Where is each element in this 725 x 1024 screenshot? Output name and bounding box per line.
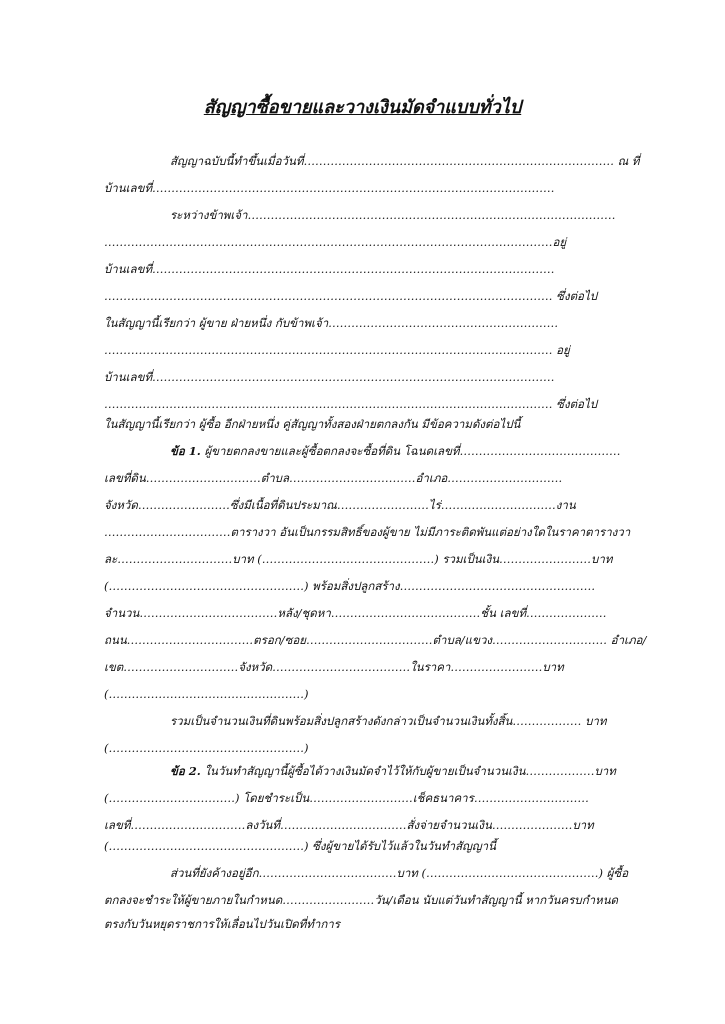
clause-1-first-line (170, 443, 656, 459)
contract-date-line: สัญญาฉบับนี้ทำขึ้นเมื่อวันที่……………………………………………………………………… ณ ที่ (170, 154, 640, 168)
buyer-address-line: บ้านเลขที่…………………………………………………………………………………………… (104, 370, 555, 384)
clause-2-line: ตกลงจะชำระให้ผู้ขายภายในกำหนด……………………วัน/เดือน นับแต่วันทำสัญญานี้ หากวันครบกำหนด (104, 893, 619, 907)
seller-address-cont-line: ……………………………………………………………………………………………………… ซึ่งต่อไป (104, 289, 598, 303)
clause-1-text: ผู้ขายตกลงขายและผู้ซื้อตกลงจะซื้อที่ดิน โฉนดเลขที่…………………………………… (204, 444, 621, 458)
clause-2-first-line (170, 763, 656, 779)
buyer-name-cont-line: ……………………………………………………………………………………………………… อยู่ (104, 343, 570, 357)
clause-2-line: (……………………………) โดยชำระเป็น………………………เช็คธนาคาร………………………… (104, 791, 589, 805)
clause-2-line: ตรงกับวันหยุดราชการให้เลื่อนไปวันเปิดที่ทำการ (104, 917, 340, 931)
seller-address-line: บ้านเลขที่…………………………………………………………………………………………… (104, 262, 555, 276)
clause-1-line: เขต…………………………จังหวัด………………………………ในราคา……………………บาท (104, 660, 564, 674)
clause-1-line: (……………………………………………) พร้อมสิ่งปลูกสร้าง…………………………………………… (104, 579, 596, 593)
clause-2-line: (……………………………………………) ซึ่งผู้ขายได้รับไว้แล้วในวันทำสัญญานี้ (104, 839, 496, 853)
clause-2-remaining-line: ส่วนที่ยังค้างอยู่อีก………………………………บาท (………………………………………) ผู้ซื้อ (170, 866, 629, 880)
clause-1-line: ละ…………………………บาท (………………………………………) รวมเป็นเงิน……………………บาท (104, 552, 613, 566)
buyer-address-cont-line: ……………………………………………………………………………………………………… ซึ่งต่อไป (104, 397, 598, 411)
clause-1-line: จำนวน………………………………หลัง/ชุดหา…………………………………ชั้น เลขที่………………… (104, 606, 607, 620)
clause-1-line: ……………………………ตารางวา อันเป็นกรรมสิทธิ์ของผู้ขาย ไม่มีภาระติดพันแต่อย่างใดในราคาตารางวา (104, 525, 631, 539)
clause-1-line: เลขที่ดิน…………………………ตำบล……………………………อำเภอ………………………… (104, 471, 563, 485)
clause-1-line: (……………………………………………) (104, 741, 309, 755)
clause-2-heading: ข้อ 2. (170, 764, 201, 778)
seller-name-line: ระหว่างข้าพเจ้า…………………………………………………………………………………… (170, 208, 616, 222)
document-title: สัญญาซื้อขายและวางเงินมัดจำแบบทั่วไป (203, 97, 522, 118)
clause-1-line: จังหวัด……………………ซึ่งมีเนื้อที่ดินประมาณ……………………ไร่…………………………งาน (104, 498, 576, 512)
buyer-name-line: ในสัญญานี้เรียกว่า ผู้ขาย ฝ่ายหนึ่ง กับข้าพเจ้า…………………………………………………… (104, 316, 559, 330)
clause-2-line: เลขที่…………………………ลงวันที่……………………………สั่งจ่ายจำนวนเงิน…………………บาท (104, 818, 594, 832)
clause-1-heading: ข้อ 1. (170, 444, 201, 458)
clause-1-line: ถนน……………………………ตรอก/ซอย……………………………ตำบล/แขวง………………………… อำเภอ/ (104, 633, 647, 647)
seller-name-cont-line: ………………………………………………………………………………………………………อยู่ (104, 235, 567, 249)
clause-1-total-line: รวมเป็นจำนวนเงินที่ดินพร้อมสิ่งปลูกสร้างดังกล่าวเป็นจำนวนเงินทั้งสิ้น……………… บาท (170, 714, 607, 728)
parties-agreement-line: ในสัญญานี้เรียกว่า ผู้ซื้อ อีกฝ่ายหนึ่ง คู่สัญญาทั้งสองฝ่ายตกลงกัน มีข้อความดังต่อไปนี้ (104, 417, 521, 431)
clause-1-line: (……………………………………………) (104, 687, 309, 701)
contract-place-line: บ้านเลขที่…………………………………………………………………………………………… (104, 181, 555, 195)
clause-2-text: ในวันทำสัญญานี้ผู้ซื้อได้วางเงินมัดจำไว้ให้กับผู้ขายเป็นจำนวนเงิน………………บาท (204, 764, 616, 778)
